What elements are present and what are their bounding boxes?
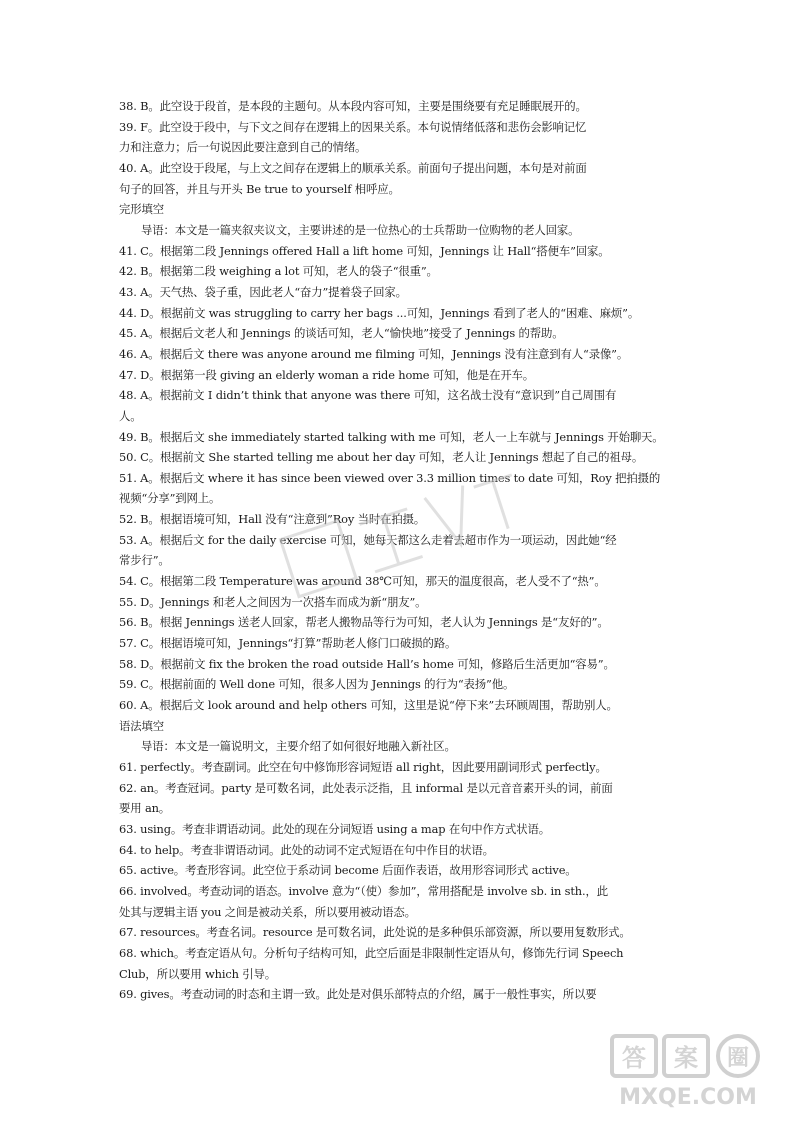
text-line: 54. C。根据第二段 Temperature was around 38℃可知，那天的温度很高，老人受不了“热”。 <box>119 574 606 589</box>
text-line: 38. B。此空设于段首，是本段的主题句。从本段内容可知，主要是围绕要有充足睡眠展开的。 <box>119 99 587 113</box>
text-line: 66. involved。考查动词的语态。involve 意为“（使）参加”，常用搭配是 involve sb. in sth.，此 <box>119 883 608 898</box>
text-line: 61. perfectly。考查副词。此空在句中修饰形容词短语 all right，因此要用副词形式 perfectly。 <box>119 760 607 774</box>
text-line: 59. C。根据前面的 Well done 可知，很多人因为 Jennings 的行为“表扬”他。 <box>119 677 515 692</box>
text-line: 62. an。考查冠词。party 是可数名词，此处表示泛指，且 informal 是以元音音素开头的词，前面 <box>119 780 613 795</box>
text-line: 视频“分享”到网上。 <box>119 491 221 506</box>
intro-line: 导语：本文是一篇说明文，主要介绍了如何很好地融入新社区。 <box>141 739 456 754</box>
text-line: Club，所以要用 which 引导。 <box>119 966 276 981</box>
logo-char-2: 案 <box>674 1044 698 1072</box>
text-line: 39. F。此空设于段中，与下文之间存在逻辑上的因果关系。本句说情绪低落和悲伤会影响记忆 <box>119 119 587 134</box>
text-line: 人。 <box>119 408 142 423</box>
text-line: 44. D。根据前文 was struggling to carry her bags ...可知，Jennings 看到了老人的“困难、麻烦”。 <box>119 305 640 320</box>
text-line: 力和注意力；后一句说因此要注意到自己的情绪。 <box>119 140 367 155</box>
text-line: 要用 an。 <box>119 801 171 816</box>
text-line: 67. resources。考查名词。resource 是可数名词，此处说的是多种俱乐部资源，所以要用复数形式。 <box>119 925 631 940</box>
text-line: 63. using。考查非谓语动词。此处的现在分词短语 using a map 在句中作方式状语。 <box>119 821 550 836</box>
section-heading-cloze: 完形填空 <box>119 202 164 217</box>
logo-site-text: MXQE.COM <box>619 1085 757 1110</box>
text-line: 49. B。根据后文 she immediately started talking with me 可知，老人一上车就与 Jennings 开始聊天。 <box>119 429 664 444</box>
text-line: 43. A。天气热、袋子重，因此老人“奋力”提着袋子回家。 <box>119 284 407 299</box>
text-line: 42. B。根据第二段 weighing a lot 可知，老人的袋子“很重”。 <box>119 264 438 279</box>
text-line: 69. gives。考查动词的时态和主谓一致。此处是对俱乐部特点的介绍，属于一般性事实，所以要 <box>119 987 597 1002</box>
text-line: 56. B。根据 Jennings 送老人回家，帮老人搬物品等行为可知，老人认为 Jennings 是“友好的”。 <box>119 615 609 630</box>
text-line: 58. D。根据前文 fix the broken the road outside Hall’s home 可知，修路后生活更加“容易”。 <box>119 656 615 671</box>
text-line: 48. A。根据前文 I didn’t think that anyone was there 可知，这名战士没有“意识到”自己周围有 <box>119 388 617 403</box>
text-line: 60. A。根据后文 look around and help others 可知，这里是说“停下来”去环顾周围，帮助别人。 <box>119 698 618 713</box>
text-line: 常步行”。 <box>119 553 170 568</box>
text-line: 40. A。此空设于段尾，与上文之间存在逻辑上的顺承关系。前面句子提出问题，本句是对前面 <box>119 160 587 175</box>
logo-char-1: 答 <box>622 1044 646 1072</box>
text-line: 53. A。根据后文 for the daily exercise 可知，她每天都这么走着去超市作为一项运动，因此她“经 <box>119 532 617 547</box>
text-line: 57. C。根据语境可知，Jennings“打算”帮助老人修门口破损的路。 <box>119 636 457 651</box>
site-logo <box>598 1030 778 1110</box>
logo-char-3: 圈 <box>726 1046 750 1071</box>
section-heading-grammar: 语法填空 <box>119 718 164 733</box>
text-line: 45. A。根据后文老人和 Jennings 的谈话可知，老人“愉快地”接受了 Jennings 的帮助。 <box>119 326 564 341</box>
text-line: 68. which。考查定语从句。分析句子结构可知，此空后面是非限制性定语从句，修饰先行词 Speech <box>119 945 624 960</box>
text-line: 41. C。根据第二段 Jennings offered Hall a lift home 可知，Jennings 让 Hall“搭便车”回家。 <box>119 243 610 258</box>
text-line: 55. D。Jennings 和老人之间因为一次搭车而成为新“朋友”。 <box>119 594 427 609</box>
text-line: 句子的回答，并且与开头 Be true to yourself 相呼应。 <box>119 181 400 196</box>
intro-line: 导语：本文是一篇夹叙夹议文，主要讲述的是一位热心的士兵帮助一位购物的老人回家。 <box>141 222 580 237</box>
text-line: 64. to help。考查非谓语动词。此处的动词不定式短语在句中作目的状语。 <box>119 842 494 857</box>
text-line: 50. C。根据前文 She started telling me about her day 可知，老人让 Jennings 想起了自己的祖母。 <box>119 450 644 465</box>
text-line: 51. A。根据后文 where it has since been viewed over 3.3 million times to date 可知，Roy 把拍摄的 <box>119 470 661 485</box>
logo-graphic <box>598 1030 778 1110</box>
text-line: 52. B。根据语境可知，Hall 没有“注意到”Roy 当时在拍摄。 <box>119 512 426 527</box>
answer-explanation-text <box>119 96 675 1005</box>
text-line: 处其与逻辑主语 you 之间是被动关系，所以要用被动语态。 <box>119 904 416 919</box>
text-line: 47. D。根据第一段 giving an elderly woman a ride home 可知，他是在开车。 <box>119 367 535 382</box>
text-line: 65. active。考查形容词。此空位于系动词 become 后面作表语，故用形容词形式 active。 <box>119 863 577 878</box>
text-line: 46. A。根据后文 there was anyone around me filming 可知，Jennings 没有注意到有人“录像”。 <box>119 346 629 361</box>
